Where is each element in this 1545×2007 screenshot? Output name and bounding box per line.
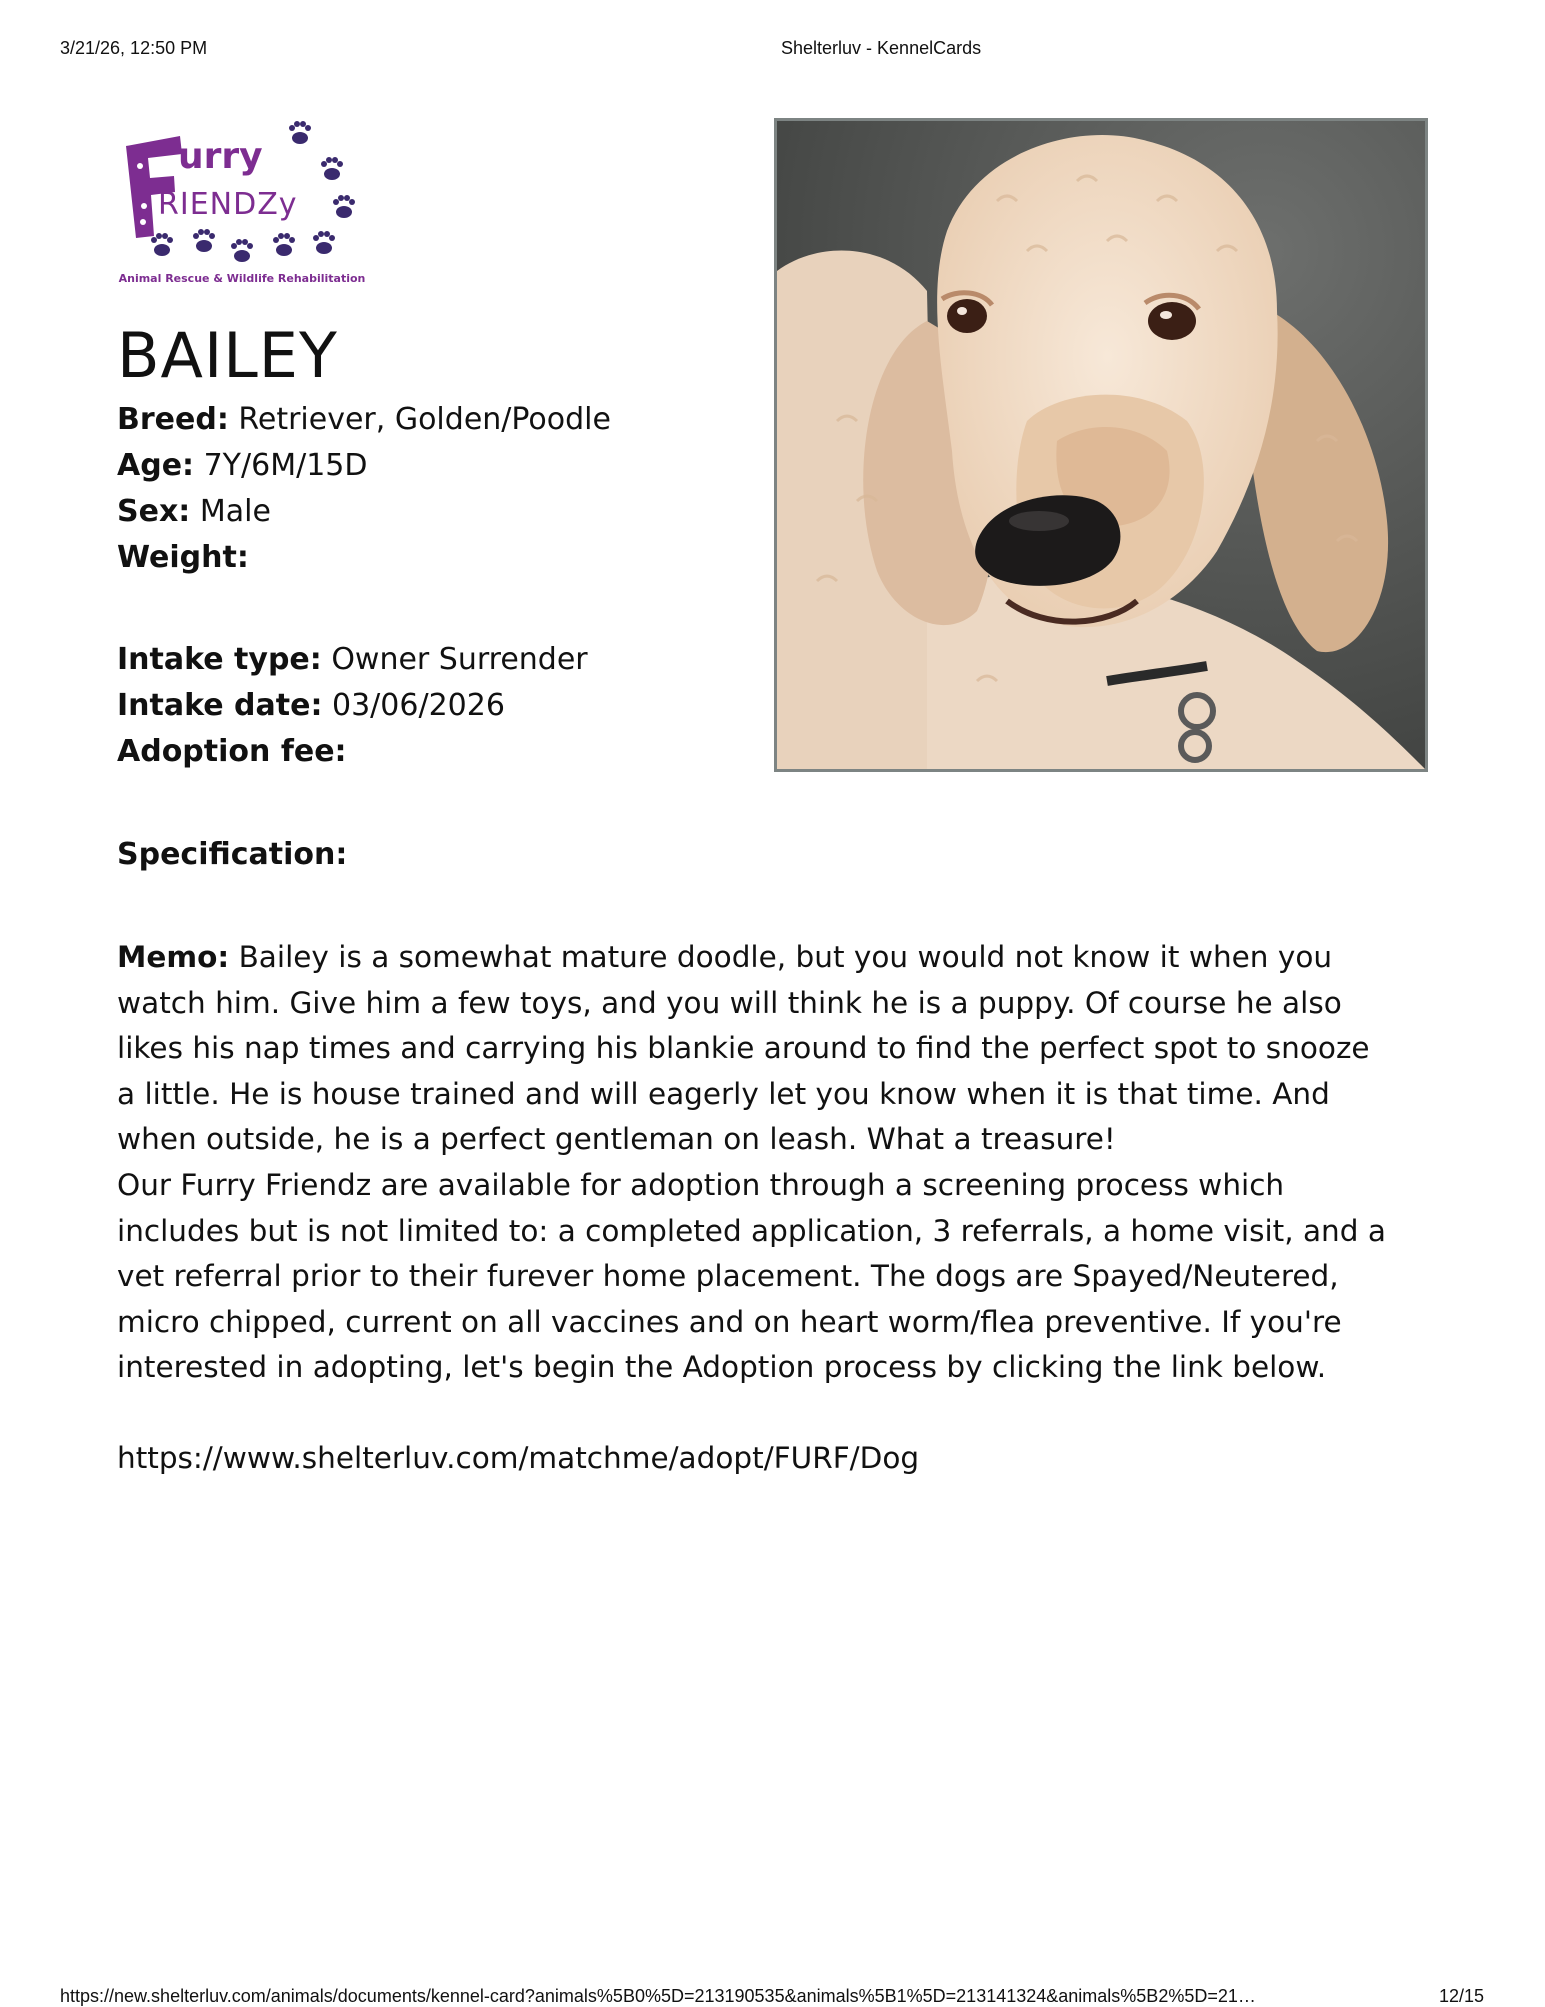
logo-wordmark-bottom: RIENDZy: [158, 187, 298, 222]
logo-graphic: [118, 118, 368, 293]
intake-date-label: Intake date:: [117, 688, 323, 723]
breed-row: [117, 397, 737, 443]
sex-value: Male: [199, 494, 271, 529]
animal-details: [117, 397, 737, 775]
adoption-fee-label: Adoption fee:: [117, 734, 347, 769]
print-page-title: Shelterluv - KennelCards: [781, 38, 982, 58]
intake-type-row: [117, 637, 737, 683]
sex-row: [117, 489, 737, 535]
animal-name: BAILEY: [117, 319, 338, 392]
dog-photo: [774, 118, 1428, 772]
logo-wordmark-top: urry: [178, 136, 263, 177]
breed-label: Breed:: [117, 402, 229, 437]
intake-type-value: Owner Surrender: [331, 642, 588, 677]
weight-label: Weight:: [117, 540, 249, 575]
page-number: 12/15: [1439, 1986, 1485, 2006]
adoption-link[interactable]: https://www.shelterluv.com/matchme/adopt/FURF/Dog: [117, 1440, 920, 1475]
age-label: Age:: [117, 448, 195, 483]
intake-date-row: [117, 683, 737, 729]
adoption-fee-row: [117, 729, 737, 775]
dog-photo-illustration: [777, 121, 1425, 769]
breed-value: Retriever, Golden/Poodle: [238, 402, 611, 437]
furry-friendz-logo: [118, 118, 368, 293]
print-datetime: 3/21/26, 12:50 PM: [60, 38, 208, 58]
age-value: 7Y/6M/15D: [203, 448, 368, 483]
intake-date-value: 03/06/2026: [332, 688, 505, 723]
sex-label: Sex:: [117, 494, 191, 529]
memo-paragraph: [117, 935, 1397, 1163]
specification-label: Specification:: [117, 837, 348, 872]
memo-section: [117, 935, 1397, 1482]
weight-row: [117, 535, 737, 581]
age-row: [117, 443, 737, 489]
adoption-info: Our Furry Friendz are available for adoption through a screening process which includes but is not limited to: a completed application, 3 referrals, a home visit, and a vet referral prior to their furever home placement. The dogs are Spayed/Neutered, micro chipped, current on all vaccines and on heart worm/flea preventive. If you're interested in adopting, let's begin the Adoption process by clicking the link below.: [117, 1167, 1386, 1385]
logo-tagline: Animal Rescue & Wildlife Rehabilitation: [118, 272, 366, 285]
memo-text: Bailey is a somewhat mature doodle, but you would not know it when you watch him. Give him a few toys, and you will think he is a puppy. Of course he also likes his nap times and carrying his blankie around to find the perfect spot to snooze a little. He is house trained and will eagerly let you know when it is that time. And when outside, he is a perfect gentleman on leash. What a treasure!: [117, 940, 1370, 1157]
intake-type-label: Intake type:: [117, 642, 322, 677]
print-url: https://new.shelterluv.com/animals/documents/kennel-card?animals%5B0%5D=213190535&animals%5B1%5D=213141324&animals%5B2%5D=21…: [60, 1986, 1256, 2006]
memo-label: Memo:: [117, 940, 230, 974]
